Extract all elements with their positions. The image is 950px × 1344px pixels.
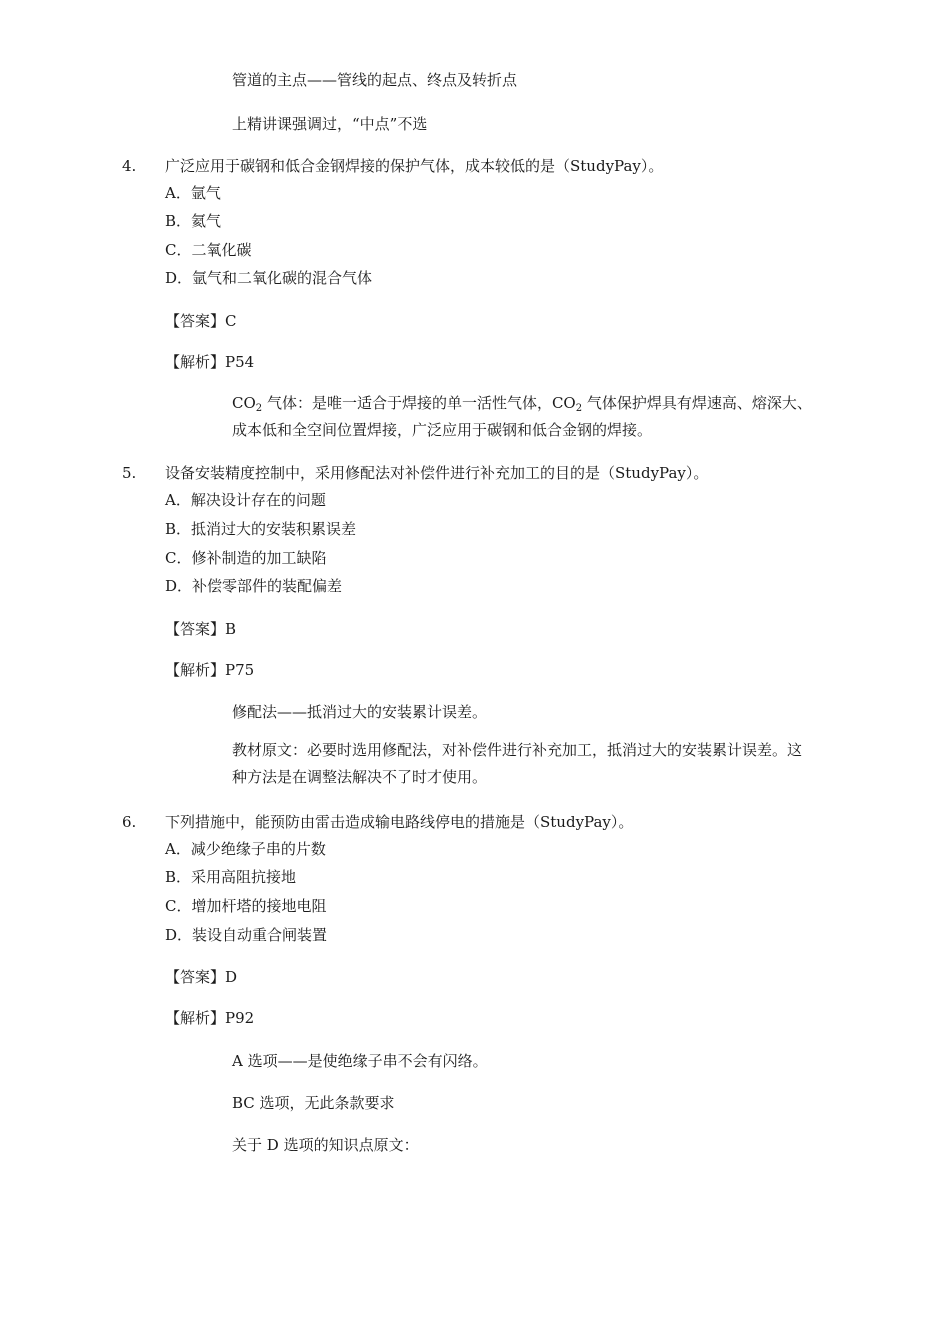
option-c: C．修补制造的加工缺陷 — [165, 549, 327, 567]
analysis-note: A 选项——是使绝缘子串不会有闪络。 — [232, 1052, 488, 1070]
option-d: D．氩气和二氧化碳的混合气体 — [165, 269, 373, 287]
note-text: 上精讲课强调过，“中点”不选 — [232, 115, 428, 133]
option-c: C．增加杆塔的接地电阻 — [165, 897, 327, 915]
answer-label: 【答案】D — [165, 968, 238, 986]
option-d: D．补偿零部件的装配偏差 — [165, 577, 343, 595]
analysis-note: $CO_2$ 气体：是唯一适合于焊接的单一活性气体，$CO_2$ 气体保护焊具有焊速高、熔深大、成本低和全空间位置焊接，广泛应用于碳钢和低合金钢的焊接。 — [232, 394, 812, 439]
option-a: A．解决设计存在的问题 — [165, 491, 326, 509]
question-stem: 设备安装精度控制中，采用修配法对补偿件进行补充加工的目的是（StudyPay）。 — [165, 464, 709, 482]
answer-label: 【答案】C — [165, 312, 237, 330]
question-stem: 下列措施中，能预防由雷击造成输电路线停电的措施是（StudyPay）。 — [165, 813, 634, 831]
option-c: C．二氧化碳 — [165, 241, 252, 259]
question-number: 4. — [122, 157, 137, 175]
analysis-note: 修配法——抵消过大的安装累计误差。 — [232, 703, 488, 721]
answer-label: 【答案】B — [165, 620, 237, 638]
question-stem: 广泛应用于碳钢和低合金钢焊接的保护气体，成本较低的是（StudyPay）。 — [165, 157, 664, 175]
question-number: 6. — [122, 813, 137, 831]
option-b: B．氦气 — [165, 212, 222, 230]
analysis-note: BC 选项，无此条款要求 — [232, 1094, 395, 1112]
analysis-label: 【解析】P54 — [165, 353, 255, 371]
note-text: 管道的主点——管线的起点、终点及转折点 — [232, 71, 518, 89]
option-a: A．氩气 — [165, 184, 221, 202]
analysis-note: 关于 D 选项的知识点原文： — [232, 1136, 419, 1154]
option-d: D．装设自动重合闸装置 — [165, 926, 328, 944]
option-b: B．采用高阻抗接地 — [165, 868, 297, 886]
analysis-label: 【解析】P75 — [165, 661, 255, 679]
option-a: A．减少绝缘子串的片数 — [165, 840, 326, 858]
analysis-note: 教材原文：必要时选用修配法，对补偿件进行补充加工，抵消过大的安装累计误差。这种方法是在调整法解决不了时才使用。 — [232, 741, 803, 786]
question-number: 5. — [122, 464, 137, 482]
analysis-label: 【解析】P92 — [165, 1009, 255, 1027]
option-b: B．抵消过大的安装积累误差 — [165, 520, 357, 538]
